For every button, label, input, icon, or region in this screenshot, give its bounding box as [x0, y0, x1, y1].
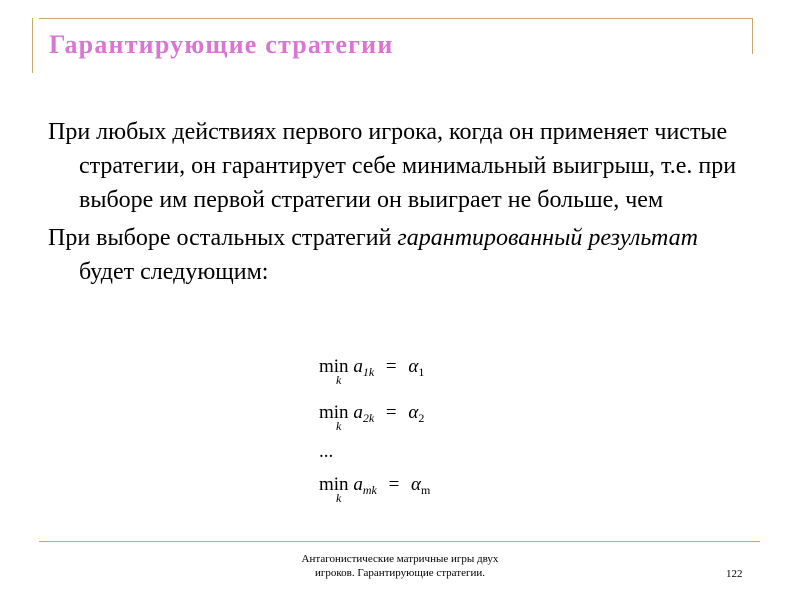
footer-line-1: Антагонистические матричные игры двух [301, 553, 499, 565]
formula-row-2 [319, 402, 425, 433]
matrix-element-index: 1k [362, 365, 375, 379]
matrix-element: a [353, 356, 363, 377]
footer-caption [200, 552, 600, 580]
paragraph-2 [48, 221, 738, 289]
min-operator: min k [319, 474, 349, 505]
alpha-index: m [421, 483, 431, 497]
alpha-symbol: α [408, 356, 419, 377]
frame-bottom-line [39, 541, 760, 542]
formula-row-m [319, 474, 431, 505]
equals-sign: = [385, 402, 397, 423]
slide-body [48, 115, 738, 293]
equals-sign: = [385, 356, 397, 377]
matrix-element-index: 2k [362, 411, 375, 425]
paragraph-1: При любых действиях первого игрока, когда он применяет чистые стратегии, он гарантирует себе минимальный выигрыш, т.е. при выборе им первой стратегии он выиграет не больше, чем [48, 119, 737, 213]
slide-title: Гарантирующие стратегии [49, 30, 394, 59]
frame-top-line [39, 18, 753, 19]
min-operator: min k [319, 402, 349, 433]
alpha-symbol: α [411, 474, 422, 495]
paragraph-2-prefix: При выборе остальных стратегий [48, 225, 398, 251]
matrix-element: a [353, 474, 363, 495]
paragraph-2-suffix: будет следующим: [79, 259, 269, 285]
formula-ellipsis: ... [319, 441, 334, 462]
alpha-index: 2 [418, 411, 425, 425]
min-subscript: k [336, 373, 342, 387]
equals-sign: = [388, 474, 400, 495]
alpha-symbol: α [408, 402, 419, 423]
min-subscript: k [336, 491, 342, 505]
footer-line-2: игроков. Гарантирующие стратегии. [314, 567, 486, 579]
min-operator: min k [319, 356, 349, 387]
alpha-index: 1 [418, 365, 425, 379]
paragraph-2-emphasis: гарантированный результат [397, 225, 698, 251]
matrix-element: a [353, 402, 363, 423]
formula-row-1 [319, 356, 425, 387]
matrix-element-index: mk [362, 483, 377, 497]
frame-right-line [752, 18, 753, 54]
min-subscript: k [336, 419, 342, 433]
frame-left-line [32, 18, 33, 73]
page-number: 122 [726, 568, 743, 580]
